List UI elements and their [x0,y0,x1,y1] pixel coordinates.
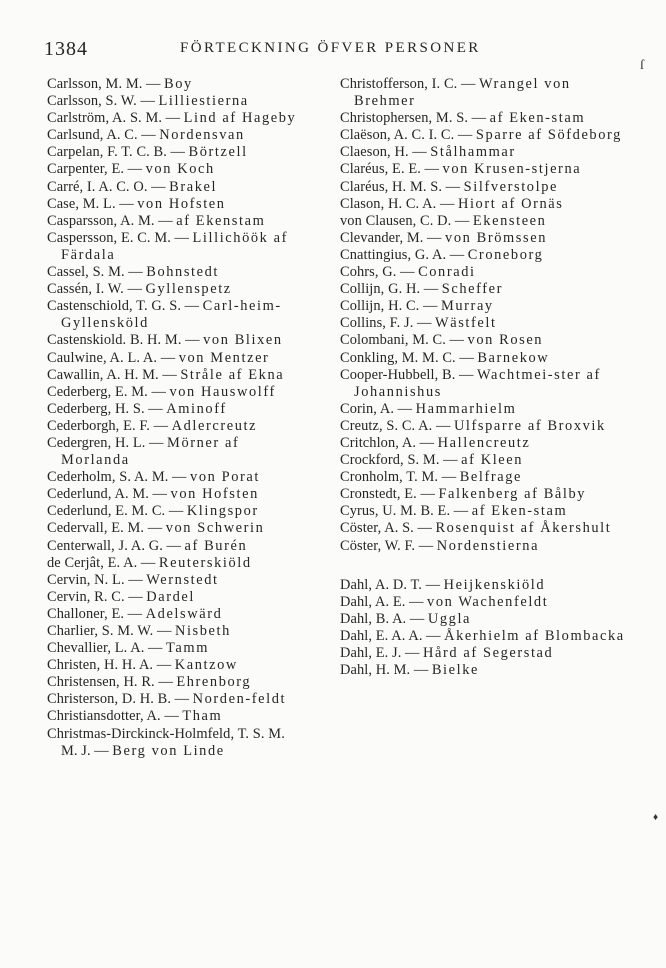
index-entry [340,503,630,520]
entry-name: Critchlon, A. [340,434,417,451]
entry-family: Klingspor [186,503,259,520]
index-entry [340,452,630,469]
entry-dash: — [454,127,476,144]
entry-name: Challoner, E. [47,605,125,622]
index-entry [340,401,630,418]
entry-family: Uggla [427,610,472,627]
entry-family: Aminoff [166,400,227,417]
entry-dash: — [446,246,468,263]
index-entry [47,435,305,469]
index-entry [47,144,305,161]
entry-family: Hallencreutz [437,434,531,451]
entry-dash: — [142,76,165,92]
entry-dash: — [455,349,478,366]
entry-dash: — [457,76,479,92]
entry-name: Carré, I. A. C. O. [47,178,148,195]
index-entry [340,469,630,486]
entry-family: Sparre af Söfdeborg [475,127,622,144]
index-entry [340,161,630,178]
entry-family: von Rosen [467,332,544,349]
entry-name: Christmas-Dirckinck-Holmfeld, T. S. M. M. J. [47,725,285,759]
index-entry [340,435,630,452]
index-entry [47,726,305,760]
index-entry [340,315,630,332]
entry-name: Carpelan, F. T. C. B. [47,144,167,161]
entry-family: Belfrage [459,469,523,486]
entry-family: Gyllenspetz [145,281,232,298]
entry-dash: — [124,264,147,281]
entry-name: Christerson, D. H. B. [47,691,172,708]
entry-name: Caulwine, A. L. A. [47,349,158,366]
index-entry [47,674,305,691]
entry-dash: — [445,332,468,349]
entry-dash: — [413,520,436,537]
index-entry [340,230,630,247]
entry-name: Case, M. L. [47,195,116,212]
entry-name: Creutz, S. C. A. [340,417,433,434]
entry-family: Stålhammar [430,144,516,161]
index-entry [47,127,305,144]
index-entry [47,298,305,332]
entry-dash: — [137,127,160,144]
entry-dash: — [144,640,167,657]
entry-family: von Brömssen [445,229,547,246]
entry-family: Hiort af Ornäs [457,195,564,212]
entry-dash: — [415,537,437,554]
entry-dash: — [419,298,441,315]
entry-family: Conradi [418,264,476,281]
entry-name: Dahl, B. A. [340,610,407,627]
entry-family: von Porat [190,469,260,486]
entry-name: Cervin, R. C. [47,588,125,605]
entry-name: Christensen, H. R. [47,674,155,691]
entry-name: Christiansdotter, A. [47,708,161,725]
index-entry [47,110,305,127]
index-entry [47,281,305,298]
entry-dash: — [144,520,166,537]
entry-dash: — [124,571,147,588]
entry-name: Claréus, H. M. S. [340,178,443,195]
entry-dash: — [124,161,146,178]
entry-family: Murray [440,298,494,315]
entry-family: af Burén [184,537,248,554]
entry-name: Carlsson, M. M. [47,76,143,92]
index-entry [340,213,630,230]
index-entry [47,657,305,674]
index-entry [340,662,630,679]
entry-family: Barnekow [477,349,550,366]
entry-name: Carlsund, A. C. [47,127,138,144]
entry-name: Crockford, S. M. [340,452,440,469]
entry-name: Cedergren, H. L. [47,434,146,451]
entry-name: Cronstedt, E. [340,486,417,503]
entry-family: af Ekenstam [176,212,266,229]
entry-dash: — [394,400,416,417]
entry-name: Dahl, E. J. [340,645,402,661]
entry-dash: — [147,178,170,195]
entry-family: Boy [164,76,193,92]
index-entry [340,611,630,628]
entry-family: Kantzow [174,657,238,674]
index-entry [340,298,630,315]
page-number: 1384 [44,38,88,60]
entry-family: Wachtmei-ster af Johannishus [354,366,601,400]
entry-name: Cassel, S. M. [47,264,125,281]
entry-name: Chevallier, L. A. [47,640,145,657]
index-entry [47,179,305,196]
entry-family: Falkenberg af Bålby [438,486,587,503]
index-entry [47,555,305,572]
entry-family: von Hofsten [170,486,259,503]
index-entry [47,161,305,178]
section-gap [340,555,630,577]
index-entry [47,350,305,367]
entry-dash: — [401,645,424,661]
entry-family: af Eken-stam [489,110,586,127]
index-entry [340,645,630,662]
entry-name: Dahl, A. D. T. [340,576,423,593]
entry-name: Cederberg, H. S. [47,400,145,417]
entry-family: Scheffer [441,281,504,298]
entry-name: Colombani, M. C. [340,332,446,349]
index-entry [47,640,305,657]
entry-family: von Mentzer [178,349,270,366]
index-entry [340,418,630,435]
left-column [47,76,305,760]
entry-family: Nordenstierna [436,537,540,554]
index-entry [47,384,305,401]
entry-dash: — [165,503,187,520]
index-entry [340,594,630,611]
entry-name: Cervin, N. L. [47,571,125,588]
entry-name: Carlström, A. S. M. [47,110,163,127]
index-entry [340,247,630,264]
index-entry [47,401,305,418]
entry-dash: — [413,315,436,332]
entry-dash: — [468,110,490,127]
entry-dash: — [406,610,428,627]
entry-name: Christophersen, M. S. [340,110,469,127]
index-entry [47,503,305,520]
entry-family: Rosenquist af Åkershult [435,520,612,537]
entry-dash: — [432,417,454,434]
index-entry [47,520,305,537]
index-entry [47,196,305,213]
entry-dash: — [423,229,446,246]
entry-name: Cawallin, A. H. M. [47,366,159,383]
index-entry [340,520,630,537]
running-title: FÖRTECKNING ÖFVER PERSONER [180,40,481,56]
entry-family: von Hofsten [137,195,226,212]
entry-name: Cronholm, T. M. [340,469,439,486]
entry-dash: — [455,366,478,383]
entry-dash: — [154,212,177,229]
entry-family: Börtzell [188,144,248,161]
index-entry [340,538,630,555]
entry-name: Cedervall, E. M. [47,520,145,537]
entry-family: Mörner af Morlanda [61,434,240,469]
right-column [340,76,630,679]
entry-dash: — [147,383,170,400]
index-entry [340,367,630,401]
index-entry [47,332,305,349]
entry-dash: — [124,588,147,605]
entry-dash: — [136,93,159,110]
entry-dash: — [422,576,444,593]
entry-family: Wernstedt [146,571,219,588]
entry-family: Stråle af Ekna [180,366,285,383]
entry-dash: — [405,593,428,610]
entry-dash: — [144,400,167,417]
entry-family: von Blixen [203,332,283,349]
entry-name: Carlsson, S. W. [47,93,137,110]
entry-name: Claeson, H. [340,144,409,161]
entry-dash: — [123,281,146,298]
entry-dash: — [450,503,472,520]
entry-family: Wrangel von Brehmer [354,76,571,110]
entry-family: von Wachenfeldt [427,593,549,610]
entry-dash: — [442,178,464,195]
entry-dash: — [160,708,183,725]
index-entry [340,350,630,367]
index-entry [47,486,305,503]
entry-name: Cederberg, E. M. [47,383,148,400]
entry-dash: — [162,110,184,127]
entry-dash: — [157,349,179,366]
index-entry [340,196,630,213]
entry-family: af Kleen [461,452,524,469]
entry-name: Carpenter, E. [47,161,125,178]
entry-dash: — [420,281,442,298]
entry-family: Tham [182,708,223,725]
index-entry [47,708,305,725]
entry-name: de Cerjât, E. A. [47,554,138,571]
entry-name: Claëson, A. C. I. C. [340,127,455,144]
index-entry [340,179,630,196]
entry-dash: — [90,742,113,759]
index-entry [340,110,630,127]
entry-name: Conkling, M. M. C. [340,349,456,366]
entry-dash: — [153,657,175,674]
entry-name: Collijn, G. H. [340,281,421,298]
entry-family: af Eken-stam [471,503,568,520]
entry-family: Lilliestierna [158,93,249,110]
index-entry [47,572,305,589]
entry-family: Croneborg [467,246,544,263]
entry-name: Centerwall, J. A. G. [47,537,163,554]
entry-name: Corin, A. [340,400,395,417]
index-entry [47,691,305,708]
entry-name: Cöster, W. F. [340,537,416,554]
entry-name: Cyrus, U. M. B. E. [340,503,451,520]
entry-family: von Krusen-stjerna [442,161,582,178]
entry-name: Christofferson, I. C. [340,76,458,92]
margin-mark-bottom: ♦ [653,812,659,823]
entry-dash: — [115,195,138,212]
entry-name: Cederlund, E. M. C. [47,503,166,520]
entry-family: Heijkenskiöld [443,576,546,593]
entry-name: Dahl, H. M. [340,662,411,679]
entry-dash: — [436,195,458,212]
index-entry [47,367,305,384]
entry-dash: — [438,469,460,486]
entry-family: Ehrenborg [176,674,252,691]
entry-dash: — [158,366,181,383]
index-entry [340,332,630,349]
index-entry [47,418,305,435]
index-entry [47,469,305,486]
entry-name: Cooper-Hubbell, B. [340,366,456,383]
entry-dash: — [148,486,171,503]
entry-dash: — [145,434,168,451]
entry-dash: — [410,662,432,679]
entry-family: Bielke [431,662,480,679]
entry-dash: — [451,212,473,229]
entry-dash: — [181,332,204,349]
entry-family: Nisbeth [174,623,231,639]
entry-family: Carl-heim-Gyllensköld [61,298,282,332]
entry-dash: — [124,605,146,622]
entry-name: Dahl, E. A. A. [340,627,423,644]
index-entry [47,589,305,606]
entry-family: Brakel [169,178,218,195]
entry-dash: — [416,486,439,503]
entry-name: Cöster, A. S. [340,520,414,537]
entry-name: Cederborgh, E. F. [47,417,151,434]
entry-dash: — [396,264,419,281]
entry-dash: — [171,691,193,708]
entry-name: Castenskiold. B. H. M. [47,332,182,349]
index-entry [340,577,630,594]
index-entry [47,606,305,623]
entry-dash: — [137,554,159,571]
entry-name: Clason, H. C. A. [340,195,437,212]
entry-family: Åkerhielm af Blombacka [444,627,625,644]
entry-name: Charlier, S. M. W. [47,623,154,639]
entry-family: Hammarhielm [415,400,517,417]
entry-dash: — [422,627,445,644]
entry-dash: — [170,229,193,246]
entry-dash: — [439,452,462,469]
entry-name: Claréus, E. E. [340,161,421,178]
index-entry [340,127,630,144]
entry-name: Cederlund, A. M. [47,486,149,503]
entry-name: Collijn, H. C. [340,298,420,315]
entry-dash: — [420,161,443,178]
entry-name: Cnattingius, G. A. [340,246,447,263]
entry-name: Cederholm, S. A. M. [47,469,169,486]
index-entry [340,76,630,110]
entry-family: Wästfelt [435,315,497,332]
entry-family: Tamm [166,640,209,657]
entry-dash: — [168,469,191,486]
index-entry [340,264,630,281]
index-entry [340,628,630,645]
index-entry [47,230,305,264]
entry-dash: — [181,298,203,315]
entry-family: von Koch [145,161,215,178]
entry-family: Ekensteen [472,212,547,229]
entry-name: von Clausen, C. D. [340,212,452,229]
entry-family: Reuterskiöld [158,554,252,571]
entry-name: Cassén, I. W. [47,281,124,298]
entry-family: Hård af Segerstad [423,645,554,661]
entry-name: Clevander, M. [340,229,424,246]
entry-dash: — [150,417,172,434]
index-entry [47,213,305,230]
index-entry [47,538,305,555]
entry-family: Dardel [146,588,196,605]
entry-family: Lillichöök af Färdala [61,229,289,263]
entry-dash: — [162,537,185,554]
index-entry [47,93,305,110]
entry-family: Ulfsparre af Broxvik [453,417,606,434]
entry-family: Lind af Hageby [183,110,297,127]
entry-name: Casparsson, A. M. [47,212,155,229]
entry-family: Nordensvan [159,127,245,144]
entry-name: Caspersson, E. C. M. [47,229,171,246]
entry-dash: — [408,144,431,161]
entry-dash: — [154,674,177,691]
entry-name: Christen, H. H. A. [47,657,154,674]
margin-mark-top: ſ [640,58,644,73]
index-entry [340,144,630,161]
index-entry [340,281,630,298]
entry-family: Silfverstolpe [463,178,558,195]
entry-family: Adlercreutz [171,417,258,434]
entry-name: Dahl, A. E. [340,593,406,610]
entry-family: Adelswärd [145,605,223,622]
entry-family: von Hauswolff [169,383,276,400]
entry-dash: — [166,144,189,161]
index-entry [47,76,305,93]
entry-dash: — [153,623,175,639]
index-entry [47,623,305,640]
index-entry [47,264,305,281]
entry-family: Berg von Linde [112,742,225,759]
entry-name: Cohrs, G. [340,264,397,281]
entry-family: von Schwerin [165,520,265,537]
entry-name: Collins, F. J. [340,315,414,332]
entry-name: Castenschiold, T. G. S. [47,298,182,315]
page-header [44,38,644,62]
entry-family: Norden-feldt [192,691,287,708]
index-entry [340,486,630,503]
entry-dash: — [416,434,438,451]
entry-family: Bohnstedt [146,264,220,281]
